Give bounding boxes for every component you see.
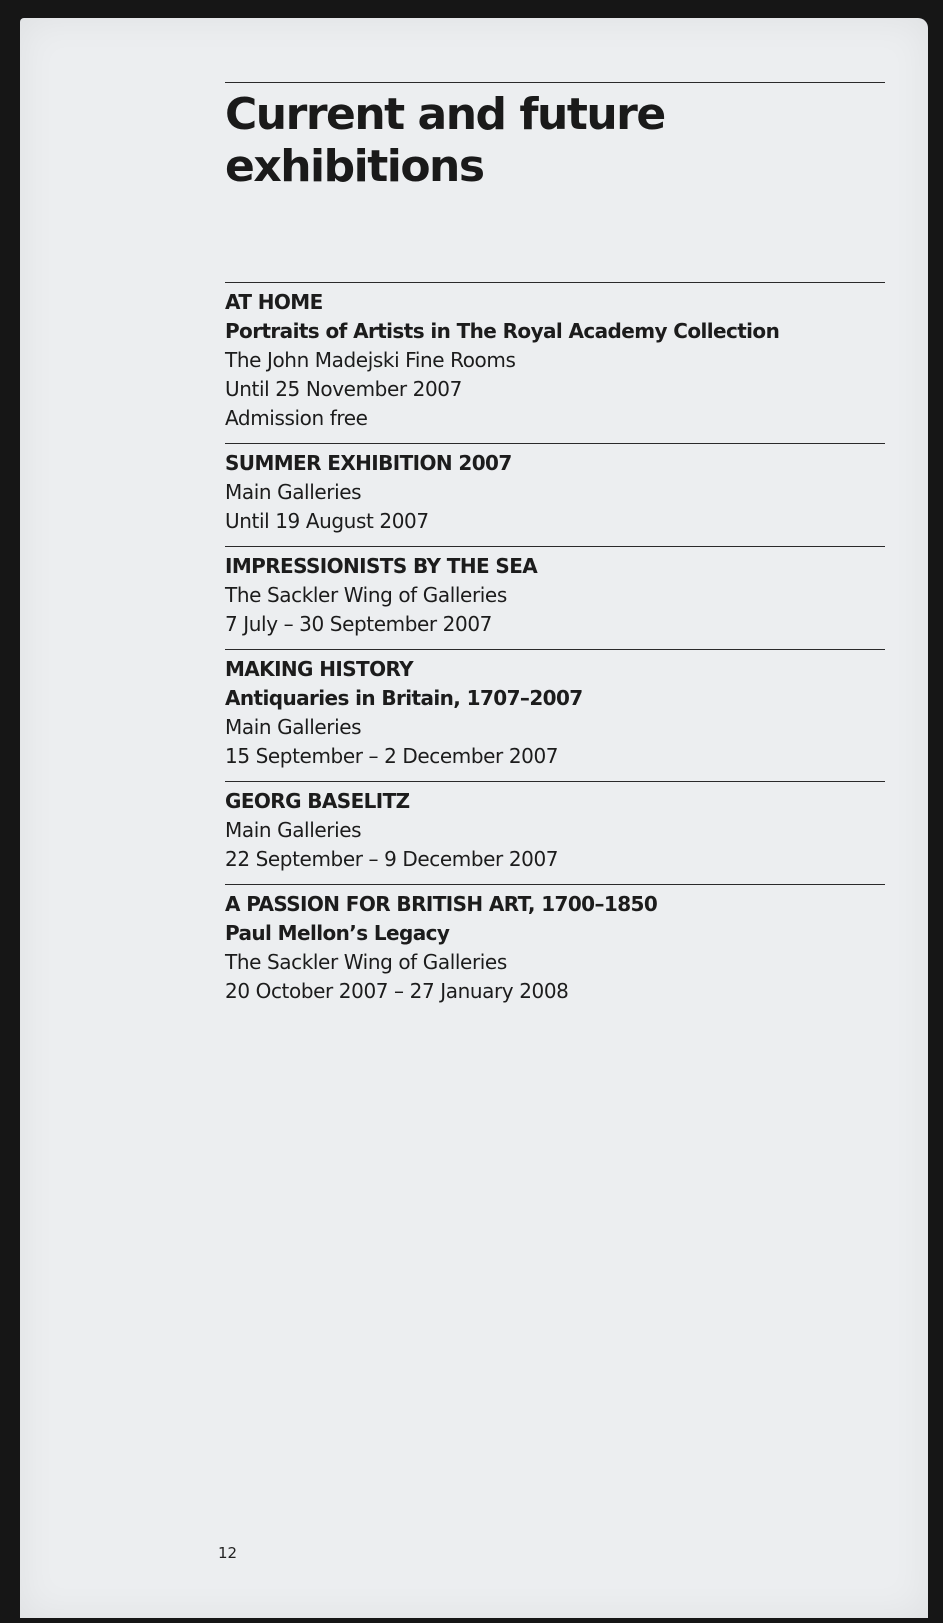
exhibition-at-home (225, 282, 885, 443)
exhibition-dates: Until 19 August 2007 (225, 509, 429, 533)
page-number: 12 (218, 1544, 238, 1562)
exhibition-venue: Main Galleries (225, 715, 362, 739)
exhibition-dates: 20 October 2007 – 27 January 2008 (225, 979, 569, 1003)
page-content (225, 82, 885, 1016)
exhibition-venue: The John Madejski Fine Rooms (225, 348, 516, 372)
exhibition-venue: Main Galleries (225, 480, 362, 504)
exhibition-dates: 7 July – 30 September 2007 (225, 612, 492, 636)
exhibition-name: SUMMER EXHIBITION 2007 (225, 451, 512, 475)
exhibition-subtitle: Portraits of Artists in The Royal Academy Collection (225, 319, 780, 343)
exhibition-summer-exhibition (225, 443, 885, 546)
exhibition-dates: 22 September – 9 December 2007 (225, 847, 559, 871)
exhibition-subtitle: Antiquaries in Britain, 1707–2007 (225, 686, 583, 710)
page-title-line-2: exhibitions (225, 141, 484, 192)
exhibition-name: IMPRESSIONISTS BY THE SEA (225, 554, 538, 578)
brochure-page (20, 18, 928, 1618)
exhibition-impressionists (225, 546, 885, 649)
exhibition-name: MAKING HISTORY (225, 657, 414, 681)
exhibition-georg-baselitz (225, 781, 885, 884)
exhibition-venue: The Sackler Wing of Galleries (225, 950, 507, 974)
exhibition-name: AT HOME (225, 290, 323, 314)
exhibition-passion-for-british-art (225, 884, 885, 1016)
exhibition-dates: Until 25 November 2007 (225, 377, 462, 401)
exhibition-venue: Main Galleries (225, 818, 362, 842)
page-title (225, 82, 885, 193)
page-title-line-1: Current and future (225, 89, 665, 140)
exhibition-note: Admission free (225, 406, 368, 430)
exhibition-name: A PASSION FOR BRITISH ART, 1700–1850 (225, 892, 658, 916)
exhibition-dates: 15 September – 2 December 2007 (225, 744, 559, 768)
exhibition-venue: The Sackler Wing of Galleries (225, 583, 507, 607)
exhibition-list (225, 282, 885, 1016)
exhibition-making-history (225, 649, 885, 781)
exhibition-subtitle: Paul Mellon’s Legacy (225, 921, 450, 945)
exhibition-name: GEORG BASELITZ (225, 789, 410, 813)
